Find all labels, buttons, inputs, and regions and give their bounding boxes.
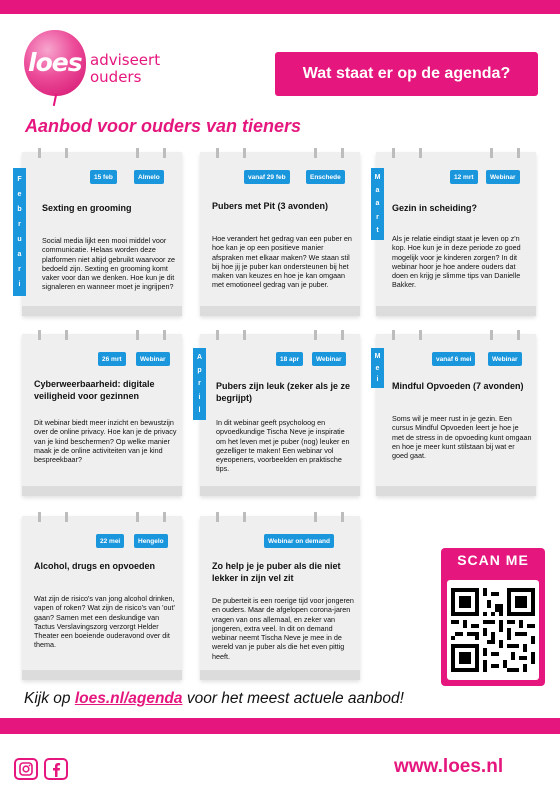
binder-tab (136, 330, 166, 340)
event-card[interactable] (376, 334, 536, 496)
event-card[interactable] (200, 152, 360, 316)
month-tab-mei (371, 348, 384, 388)
card-title: Cyberweerbaarheid: digitale veiligheid voor gezinnen (34, 379, 155, 401)
scan-me-panel[interactable] (441, 548, 545, 686)
card-title: Zo help je je puber als die niet lekker in zijn vel zit (212, 561, 341, 583)
month-letter: a (375, 200, 380, 208)
binder-tab (314, 148, 344, 158)
month-letter: e (375, 364, 380, 372)
logo-tagline-line-2: ouders (90, 68, 142, 86)
bottom-band (0, 718, 560, 734)
card-title: Pubers met Pit (3 avonden) (212, 201, 329, 211)
card-footer (376, 306, 536, 316)
date-badge: Webinar on demand (264, 534, 334, 548)
event-card[interactable] (22, 334, 182, 496)
location-badge: Webinar (486, 170, 520, 184)
card-footer (200, 486, 360, 496)
date-badge: vanaf 6 mei (432, 352, 475, 366)
month-letter: a (375, 187, 380, 195)
facebook-icon[interactable] (44, 758, 68, 780)
card-title: Mindful Opvoeden (7 avonden) (392, 381, 524, 391)
month-letter: i (198, 393, 201, 401)
footer-suffix: voor het meest actuele aanbod! (182, 690, 404, 707)
qr-frame (447, 580, 539, 680)
card-title: Sexting en grooming (42, 203, 132, 213)
card-footer (22, 670, 182, 680)
month-tab-april (193, 348, 206, 420)
date-badge: 26 mrt (98, 352, 126, 366)
card-body: De puberteit is een roerige tijd voor jongeren en ouders. Maar de afgelopen corona-jaren vragen van ons allemaal, en zeker van jongeren, extra veel. In dit on demand webinar neemt Tischa Neve je mee in de wereld van je puber als die het even pittig heeft. (212, 596, 354, 661)
binder-tab (136, 148, 166, 158)
card-body: Soms wil je meer rust in je gezin. Een cursus Mindful Opvoeden leert je hoe je met de stress in de opvoeding kunt omgaan en hoe je meer kunt stilstaan bij wat er goed gaat. (392, 414, 532, 461)
month-letter: r (198, 380, 201, 388)
card-title: Alcohol, drugs en opvoeden (34, 561, 156, 571)
card-footer (376, 486, 536, 496)
card-footer (22, 486, 182, 496)
month-letter: l (198, 406, 201, 414)
month-letter: r (18, 266, 21, 273)
loes-logo[interactable] (24, 30, 184, 110)
date-badge: 15 feb (90, 170, 117, 184)
binder-tab (136, 512, 166, 522)
month-letter: t (376, 226, 379, 234)
website-link[interactable]: www.loes.nl (394, 756, 504, 777)
binder-tab (38, 148, 68, 158)
card-footer (200, 670, 360, 680)
month-letter: M (374, 174, 381, 182)
card-body: Wat zijn de risico's van jong alcohol drinken, vapen of roken? Wat zijn de risico's van 'out' gaan? Samen met een deskundige van Tactus Verslavingszorg verzorgt Helder Theater een boeiende ouderavond over dit thema. (34, 594, 175, 650)
scan-me-label: SCAN ME (457, 552, 529, 568)
date-badge: vanaf 29 feb (244, 170, 290, 184)
agenda-link[interactable]: loes.nl/agenda (74, 690, 183, 707)
binder-tab (38, 330, 68, 340)
event-card[interactable] (200, 516, 360, 680)
card-body: Hoe verandert het gedrag van een puber en hoe kan je op een positieve manier afspraken met elkaar maken? We staan stil bij hoe jij je puber kan ondersteunen bij het maken van keuzes en hoe je kan omgaan met emotioneel gedrag van je puber. (212, 234, 352, 290)
card-body: Dit webinar biedt meer inzicht en bewustzijn over de online privacy. Hoe kan je de privacy van je kind beschermen? Op welke manier maak je de online activiteiten van je kind bespreekbaar? (34, 418, 177, 465)
facebook-glyph (51, 762, 61, 777)
footer-cta (24, 690, 404, 708)
event-card[interactable] (376, 152, 536, 316)
card-body: Als je relatie eindigt staat je leven op z'n kop. Hoe kun je in deze periode zo goed mogelijk voor je kinderen zorgen? In dit webinar hoor je hoe andere ouders dat doen en krijg je slimme tips van Danielle Bakker. (392, 234, 521, 290)
month-letter: u (17, 236, 22, 243)
month-letter: i (376, 376, 379, 384)
month-letter: a (17, 251, 22, 258)
binder-tab (314, 330, 344, 340)
location-badge: Hengelo (134, 534, 168, 548)
binder-tab (216, 148, 246, 158)
date-badge: 18 apr (276, 352, 303, 366)
card-body: Social media lijkt een mooi middel voor communicatie. Helaas worden deze platformen niet altijd gebruikt waarvoor ze bedoeld zijn. Sexting en grooming komt vaker voor dan we denken. Hoe kun je dit signaleren en wanneer moet je ingrijpen? (42, 236, 176, 292)
binder-tab (216, 512, 246, 522)
binder-tab (314, 512, 344, 522)
month-letter: A (196, 354, 203, 362)
month-letter: p (197, 367, 202, 375)
location-badge: Almelo (134, 170, 164, 184)
binder-tab (38, 512, 68, 522)
card-body: In dit webinar geeft psycholoog en opvoedkundige Tischa Neve je inspiratie om het leven met je puber (nog) leuker en gezelliger te maken! Een webinar vol eyeopeners, voorbeelden en praktische tips. (216, 418, 350, 474)
location-badge: Enschede (306, 170, 345, 184)
logo-tagline (90, 52, 160, 86)
binder-tab (490, 148, 520, 158)
agenda-button[interactable]: Wat staat er op de agenda? (275, 52, 538, 96)
date-badge: 12 mrt (450, 170, 478, 184)
binder-tab (392, 148, 422, 158)
logo-word: loes (28, 48, 82, 77)
month-letter: M (374, 352, 381, 360)
qr-code-icon[interactable] (451, 588, 535, 672)
month-letter: i (18, 281, 21, 288)
location-badge: Webinar (488, 352, 522, 366)
binder-tab (392, 330, 422, 340)
month-tab-maart (371, 168, 384, 240)
location-badge: Webinar (312, 352, 346, 366)
event-card[interactable] (200, 334, 360, 496)
card-title: Gezin in scheiding? (392, 203, 478, 213)
instagram-icon[interactable] (14, 758, 38, 780)
card-footer (22, 306, 182, 316)
page-title: Aanbod voor ouders van tieners (25, 116, 302, 136)
event-card[interactable] (22, 516, 182, 680)
event-card[interactable] (22, 152, 182, 316)
binder-tab (216, 330, 246, 340)
footer-prefix: Kijk op (24, 690, 75, 707)
card-title: Pubers zijn leuk (zeker als je ze begrijpt) (216, 381, 351, 403)
month-letter: e (17, 191, 22, 198)
card-footer (200, 306, 360, 316)
binder-tab (490, 330, 520, 340)
month-letter: r (18, 221, 21, 228)
month-tab-februari (13, 168, 26, 296)
top-bar (0, 0, 560, 14)
month-letter: r (376, 213, 379, 221)
month-letter: b (17, 206, 22, 213)
instagram-glyph (19, 762, 33, 776)
date-badge: 22 mei (96, 534, 124, 548)
logo-tagline-line-1: adviseert (90, 51, 161, 69)
location-badge: Webinar (136, 352, 170, 366)
month-letter: F (17, 176, 22, 183)
